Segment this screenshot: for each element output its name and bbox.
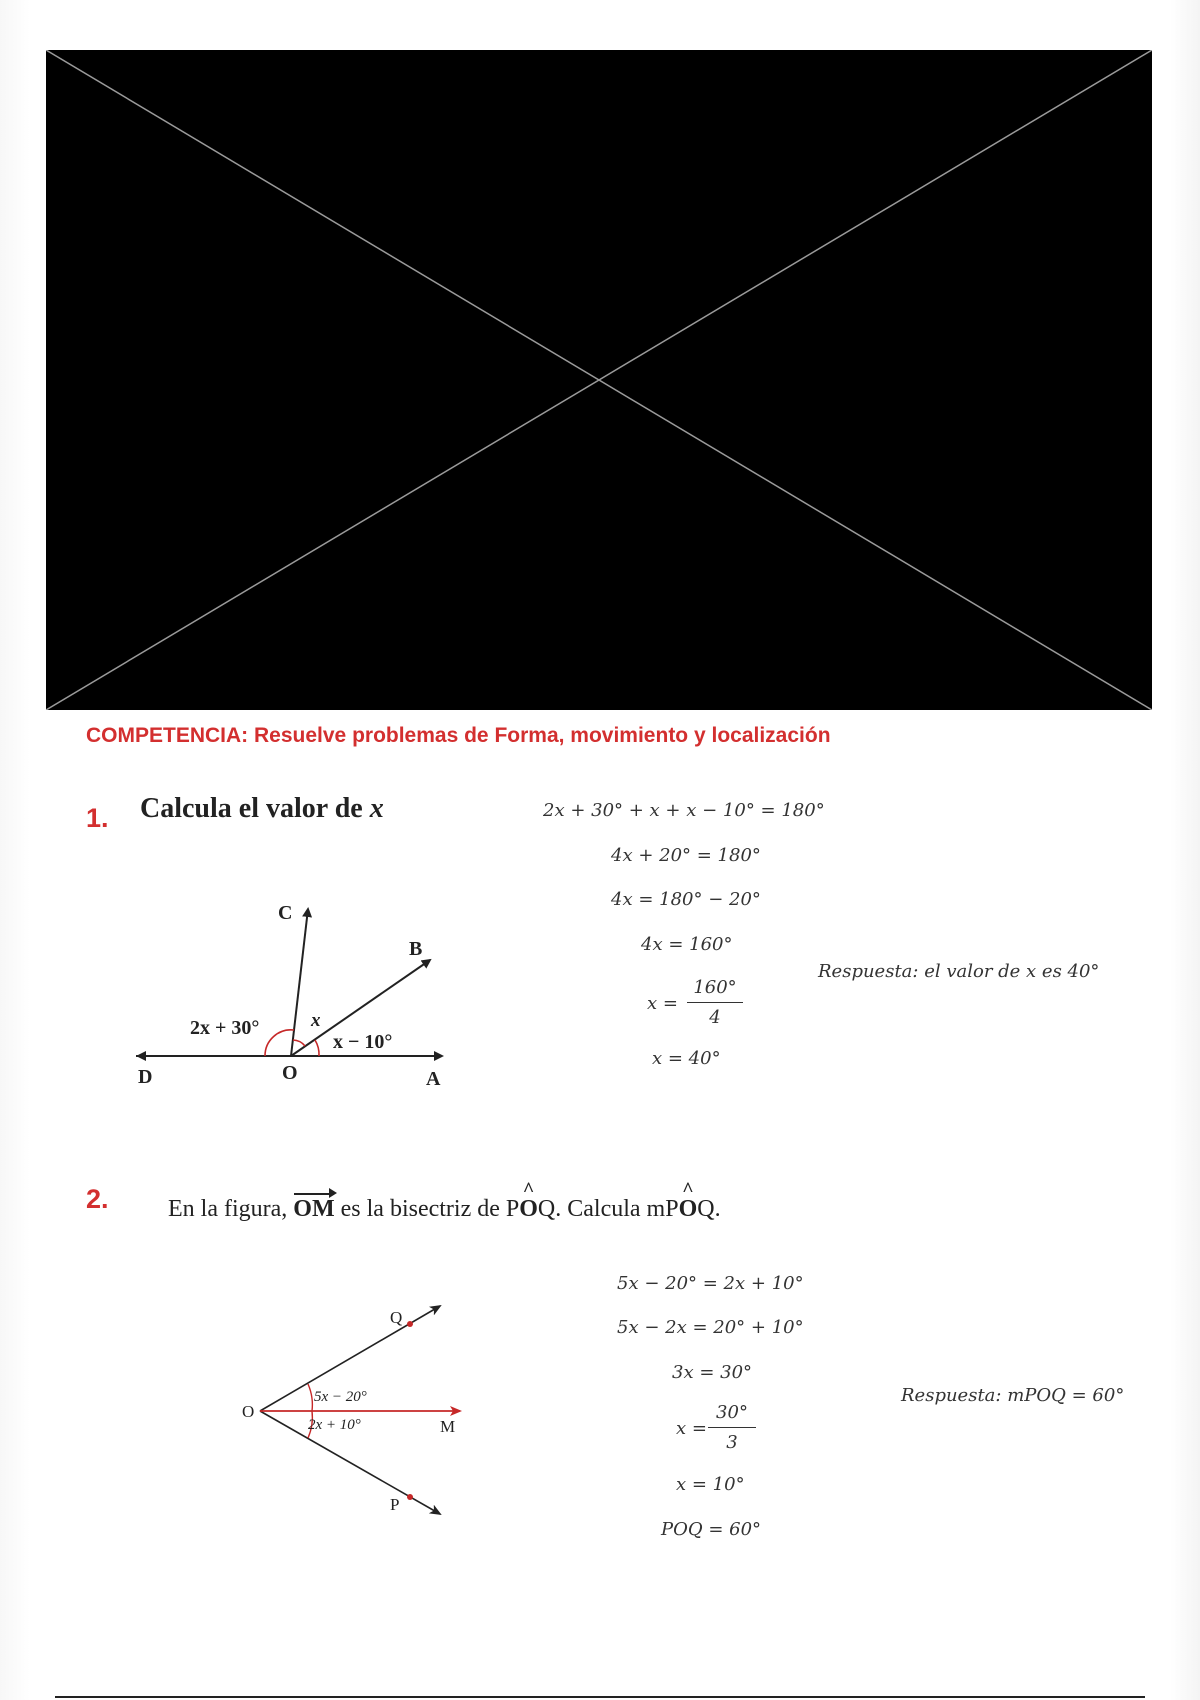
angle-boa-label: x − 10° — [333, 1031, 393, 1053]
p1-fraction-num: 160° — [693, 977, 737, 998]
ray-oc — [291, 909, 308, 1056]
p1-step-3: 4x = 180° − 20° — [611, 889, 761, 910]
p1-result: x = 40° — [652, 1048, 721, 1069]
angle-cob-label: x — [311, 1010, 321, 1031]
p1-answer: Respuesta: el valor de x es 40° — [818, 961, 1100, 982]
label-p: P — [390, 1495, 400, 1514]
problem1-figure — [130, 895, 460, 1095]
label-b: B — [409, 938, 423, 960]
p1-fraction-den: 4 — [709, 1007, 721, 1028]
point-p — [407, 1494, 413, 1500]
p2-title-hat2: ^ O — [679, 1196, 698, 1223]
p1-step-1: 2x + 30° + x + x − 10° = 180° — [543, 800, 825, 821]
p2-title-vector: OM — [293, 1196, 335, 1222]
problem2-number: 2. — [86, 1184, 109, 1214]
arc-qom — [308, 1384, 312, 1411]
problem2-title — [168, 1196, 721, 1223]
p2-fraction — [676, 1402, 776, 1458]
p2-fraction-lhs: x = — [676, 1418, 707, 1439]
arc-doc — [265, 1030, 294, 1056]
p2-result: x = 10° — [676, 1474, 745, 1495]
problem1-title — [140, 793, 384, 825]
p2-fraction-den: 3 — [726, 1432, 738, 1453]
arc-cob — [293, 1040, 305, 1046]
label-o: O — [282, 1062, 298, 1084]
label-o2: O — [242, 1402, 255, 1421]
p1-fraction-lhs: x = — [647, 993, 678, 1014]
p1-fraction-bar — [687, 1002, 743, 1003]
header-image-placeholder — [46, 50, 1152, 710]
label-a: A — [426, 1068, 441, 1090]
label-d: D — [138, 1066, 153, 1088]
p2-title-end: Q. — [697, 1196, 721, 1222]
bottom-divider — [55, 1696, 1145, 1698]
p2-title-mid: es la bisectriz de P — [334, 1196, 520, 1222]
label-c: C — [278, 902, 293, 924]
problem1-title-var: x — [369, 793, 384, 824]
competencia-label: COMPETENCIA: — [86, 724, 249, 747]
p2-title-prefix: En la figura, — [168, 1196, 294, 1222]
p1-step-2: 4x + 20° = 180° — [611, 845, 761, 866]
problem1-number: 1. — [86, 803, 109, 833]
p2-fraction-bar — [708, 1427, 756, 1428]
angle-mop-label: 2x + 10° — [308, 1417, 361, 1433]
p2-step-1: 5x − 20° = 2x + 10° — [617, 1273, 804, 1294]
placeholder-cross-icon — [46, 50, 1152, 710]
arc-boa — [315, 1040, 319, 1056]
competencia-text: Resuelve problemas de Forma, movimiento y localización — [248, 724, 831, 747]
problem2-figure — [230, 1296, 470, 1526]
p2-step-2: 5x − 2x = 20° + 10° — [617, 1317, 804, 1338]
point-q — [407, 1321, 413, 1327]
p1-fraction — [647, 977, 747, 1033]
p2-result-2: POQ = 60° — [661, 1519, 762, 1540]
p1-step-4: 4x = 160° — [641, 934, 733, 955]
competencia-heading — [86, 724, 831, 748]
problem1-title-text: Calcula el valor de — [140, 793, 370, 824]
p2-fraction-num: 30° — [716, 1402, 748, 1423]
p2-answer: Respuesta: mPOQ = 60° — [901, 1385, 1125, 1406]
label-m: M — [440, 1417, 456, 1436]
p2-title-hat: ^ O — [519, 1196, 538, 1223]
label-q: Q — [390, 1308, 403, 1327]
p2-title-mid2: Q. Calcula mP — [537, 1196, 679, 1222]
angle-qom-label: 5x − 20° — [314, 1389, 367, 1405]
p2-step-3: 3x = 30° — [672, 1362, 753, 1383]
angle-doc-label: 2x + 30° — [190, 1017, 260, 1039]
